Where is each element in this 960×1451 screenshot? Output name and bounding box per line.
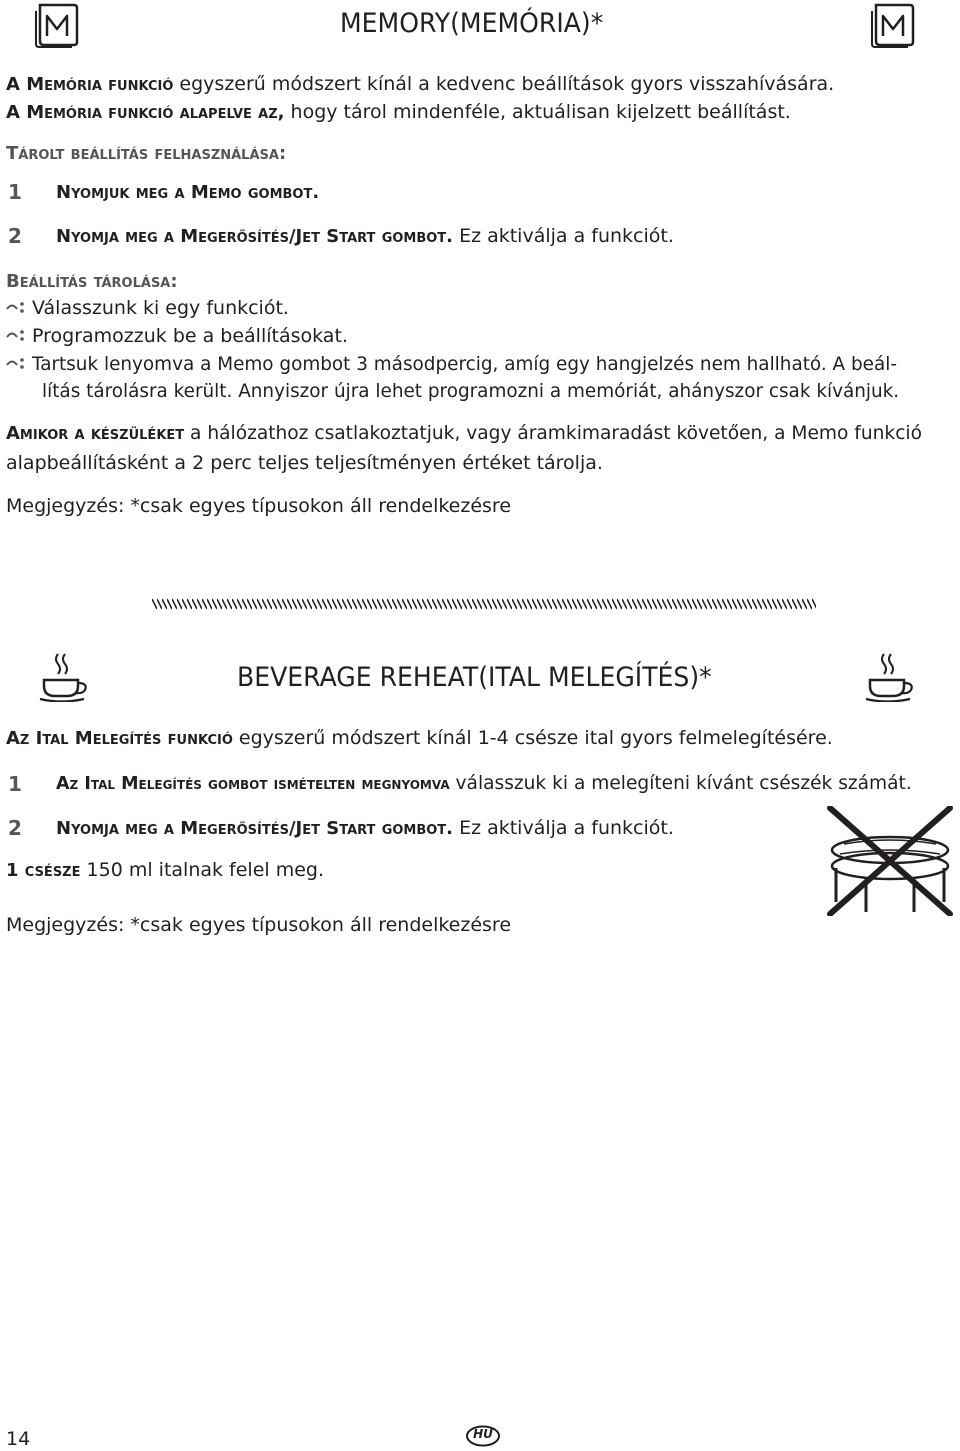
memory-note: Megjegyzés: *csak egyes típusokon áll rendelkezésre	[6, 495, 512, 517]
beverage-title: BEVERAGE REHEAT(ITAL MELEGÍTÉS)*	[237, 662, 712, 693]
steaming-cup-icon	[864, 652, 918, 706]
language-badge	[465, 1425, 501, 1451]
power-paragraph-line-1: Amikor a készüléket a hálózathoz csatlakoztatjuk, vagy áramkimaradást követően, a Memo funkció	[6, 423, 922, 444]
cup-size-note: 1 csésze 150 ml italnak felel meg.	[6, 859, 325, 881]
use-heading: Tárolt beállítás felhasználása:	[6, 143, 287, 164]
store-bullet-2: Programozzuk be a beállításokat.	[6, 324, 348, 348]
memory-intro-line-2: A Memória funkció alapelve az, hogy tárol mindenféle, aktuálisan kijelzett beállítást.	[6, 101, 791, 123]
step-number: 2	[8, 224, 22, 248]
language-badge-label: HU	[473, 1427, 493, 1441]
memory-title: MEMORY(MEMÓRIA)*	[340, 8, 604, 39]
arrow-bullet-icon	[6, 352, 32, 376]
memory-m-icon	[870, 2, 916, 48]
store-bullet-1: Válasszunk ki egy funkciót.	[6, 296, 289, 320]
beverage-intro: Az Ital Melegítés funkció egyszerű módszert kínál 1-4 csésze ital gyors felmelegítésére.	[6, 727, 833, 749]
step-number: 2	[8, 816, 22, 840]
power-paragraph-line-2: alapbeállításként a 2 perc teljes teljesítményen értéket tárolja.	[6, 452, 603, 474]
step-number: 1	[8, 180, 22, 204]
memory-intro-line-1: A Memória funkció egyszerű módszert kínál a kedvenc beállítások gyors visszahívására.	[6, 73, 835, 95]
page-number: 14	[6, 1428, 31, 1450]
step-number: 1	[8, 772, 22, 796]
memory-step-1: Nyomjuk meg a Memo gombot.	[56, 182, 320, 203]
beverage-step-2: Nyomja meg a Megerősítés/Jet Start gombot. Ez aktiválja a funkciót.	[56, 817, 674, 839]
steaming-cup-icon	[38, 652, 92, 706]
store-heading: Beállítás tárolása:	[6, 271, 178, 292]
beverage-step-1: Az Ital Melegítés gombot ismételten megnyomva válasszuk ki a melegíteni kívánt csészék számát.	[56, 773, 912, 794]
arrow-bullet-icon	[6, 296, 32, 320]
crossed-out-rack-icon	[826, 806, 954, 920]
memory-step-2: Nyomja meg a Megerősítés/Jet Start gombot. Ez aktiválja a funkciót.	[56, 225, 674, 247]
beverage-note: Megjegyzés: *csak egyes típusokon áll rendelkezésre	[6, 914, 512, 936]
store-bullet-3-continued: lítás tárolásra került. Annyiszor újra lehet programozni a memóriát, ahányszor csak kívánjuk.	[42, 381, 900, 402]
store-bullet-3: Tartsuk lenyomva a Memo gombot 3 másodpercig, amíg egy hangjelzés nem hallható. A beál-	[6, 352, 897, 377]
section-divider	[152, 596, 816, 615]
memory-m-icon	[34, 2, 80, 48]
arrow-bullet-icon	[6, 324, 32, 348]
